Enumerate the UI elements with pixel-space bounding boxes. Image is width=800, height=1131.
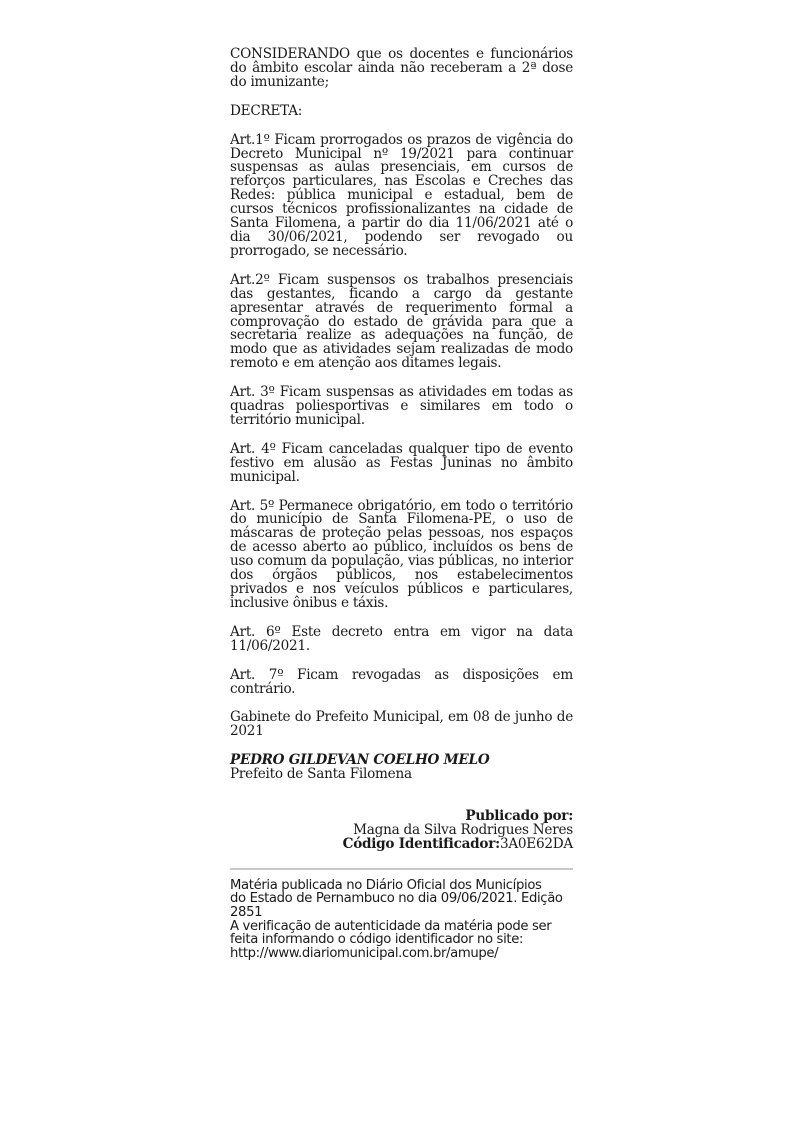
article-1: Art.1º Ficam prorrogados os prazos de vigência do Decreto Municipal nº 19/2021 para continuar suspensas as aulas presenciais, em cursos de reforços particulares, nas Escolas e Creches das Redes: pública municipal e estadual, bem de cursos técnicos profissionalizantes na cidade de Santa Filomena, a partir do dia 11/06/2021 até o dia 30/06/2021, podendo ser revogado ou prorrogado, se necessário. bbox=[230, 131, 573, 259]
considerando-paragraph: CONSIDERANDO que os docentes e funcionários do âmbito escolar ainda não receberam a 2ª dose do imunizante; bbox=[230, 46, 573, 90]
document-column bbox=[230, 48, 573, 960]
article-2: Art.2º Ficam suspensos os trabalhos presenciais das gestantes, ficando a cargo da gestante apresentar através de requerimento formal a comprovação do estado de grávida para que a secretaria realize as adequações na função, de modo que as atividades sejam realizadas de modo remoto e em atenção aos ditames legais. bbox=[230, 271, 573, 372]
article-7: Art. 7º Ficam revogadas as disposições em contrário. bbox=[230, 666, 573, 697]
decreta-heading: DECRETA: bbox=[230, 102, 303, 119]
published-by-label: Publicado por: bbox=[465, 808, 573, 825]
footer-line: 2851 bbox=[230, 904, 263, 920]
footer-line: feita informando o código identificador no site: bbox=[230, 932, 524, 948]
footer-notice bbox=[230, 879, 573, 961]
code-value: 3A0E62DA bbox=[499, 835, 573, 852]
article-4: Art. 4º Ficam canceladas qualquer tipo de evento festivo em alusão as Festas Juninas no âmbito municipal. bbox=[230, 440, 573, 485]
signer-name: PEDRO GILDEVAN COELHO MELO bbox=[230, 752, 490, 769]
footer-line: A verificação de autenticidade da matéria pode ser bbox=[230, 918, 552, 934]
article-5: Art. 5º Permanece obrigatório, em todo o território do município de Santa Filomena-PE, o uso de máscaras de proteção pelas pessoas, nos espaços de acesso aberto ao público, incluídos os bens de uso comum da população, vias públicas, no interior dos órgãos públicos, nos estabelecimentos privados e nos veículos públicos e particulares, inclusive ônibus e táxis. bbox=[230, 497, 573, 611]
signer-role: Prefeito de Santa Filomena bbox=[230, 766, 412, 783]
footer-line: do Estado de Pernambuco no dia 09/06/2021. Edição bbox=[230, 891, 563, 907]
publisher-name: Magna da Silva Rodrigues Neres bbox=[353, 821, 573, 838]
footer-url: http://www.diariomunicipal.com.br/amupe/ bbox=[230, 945, 499, 961]
article-6: Art. 6º Este decreto entra em vigor na data 11/06/2021. bbox=[230, 623, 573, 654]
code-label: Código Identificador: bbox=[342, 835, 500, 852]
publication-info bbox=[230, 810, 573, 852]
footer-line: Matéria publicada no Diário Oficial dos Municípios bbox=[230, 877, 542, 893]
closing-date: Gabinete do Prefeito Municipal, em 08 de junho de 2021 bbox=[230, 709, 573, 740]
article-3: Art. 3º Ficam suspensas as atividades em todas as quadras poliesportivas e similares em todo o território municipal. bbox=[230, 384, 573, 428]
divider bbox=[230, 868, 573, 870]
signature-block bbox=[230, 754, 573, 782]
